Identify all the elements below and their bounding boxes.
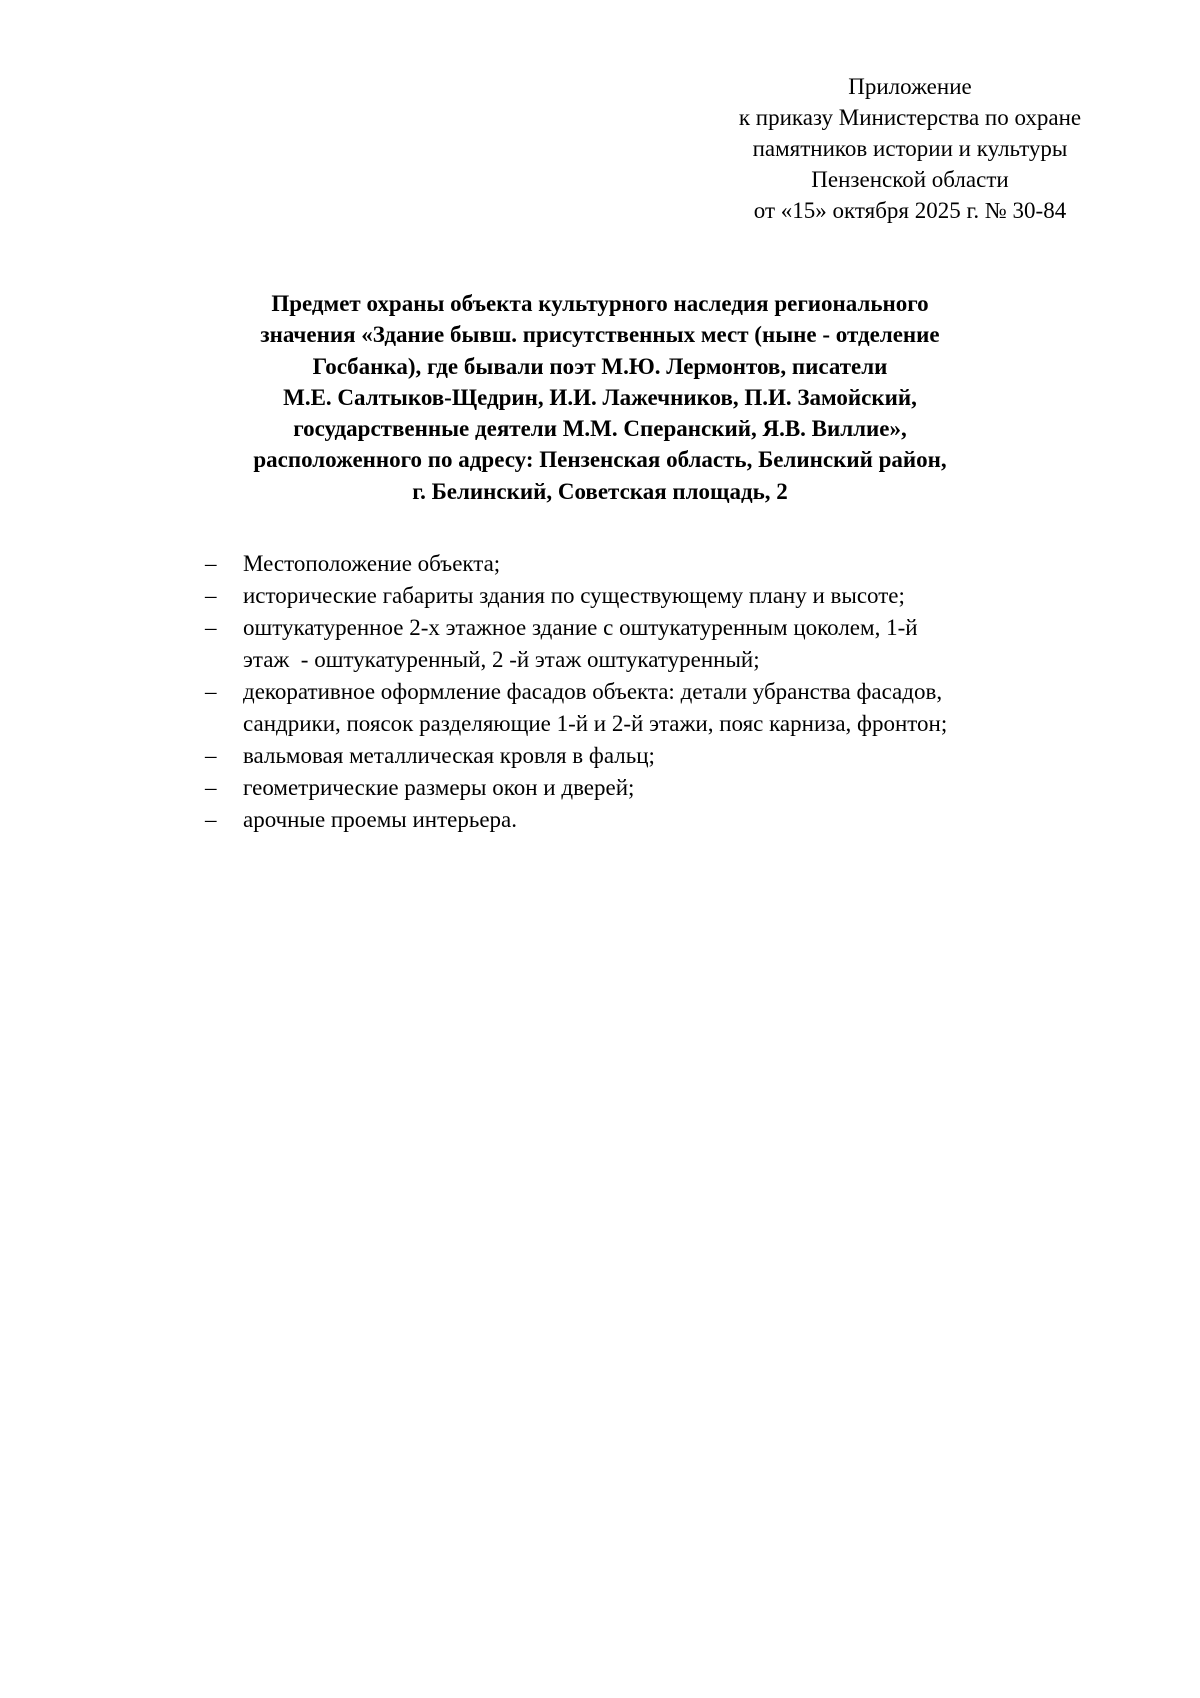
appendix-block	[700, 71, 1120, 226]
list-item	[0, 580, 1200, 612]
title-line: М.Е. Салтыков-Щедрин, И.И. Лажечников, П.И. Замойский,	[283, 384, 917, 410]
list-item-line: оштукатуренное 2-х этажное здание с оштукатуренным цоколем, 1-й	[243, 615, 918, 640]
title-line: Предмет охраны объекта культурного наследия регионального	[271, 291, 929, 316]
appendix-line: Приложение	[848, 74, 972, 99]
list-bullet: –	[205, 615, 217, 640]
list-item-line: декоративное оформление фасадов объекта: детали убранства фасадов,	[243, 679, 943, 704]
appendix-line: памятников истории и культуры	[752, 136, 1068, 161]
list-item-line: вальмовая металлическая кровля в фальц;	[243, 743, 655, 768]
list-bullet: –	[205, 551, 217, 576]
list-bullet: –	[205, 679, 217, 704]
title-line: г. Белинский, Советская площадь, 2	[412, 478, 788, 504]
list-item	[0, 772, 1200, 804]
list-item	[0, 804, 1200, 836]
title-line: значения «Здание бывш. присутственных мест (ныне - отделение	[260, 322, 940, 348]
document-title	[160, 288, 1040, 507]
list-item-line: исторические габариты здания по существующему плану и высоте;	[243, 583, 905, 608]
list-bullet: –	[205, 775, 217, 800]
title-line: расположенного по адресу: Пензенская область, Белинский район,	[253, 447, 947, 473]
appendix-line: Пензенской области	[811, 167, 1009, 192]
list-item-line: сандрики, поясок разделяющие 1-й и 2-й этажи, пояс карниза, фронтон;	[243, 711, 948, 736]
list-bullet: –	[205, 743, 217, 768]
protection-items-list	[0, 548, 1200, 836]
list-item	[0, 740, 1200, 772]
list-item	[0, 676, 1200, 740]
title-line: государственные деятели М.М. Сперанский, Я.В. Виллие»,	[293, 416, 907, 442]
list-item-line: геометрические размеры окон и дверей;	[243, 775, 635, 800]
list-item-line: арочные проемы интерьера.	[243, 807, 517, 832]
appendix-line: от «15» октября 2025 г. № 30-84	[753, 198, 1067, 223]
list-item-line: этаж - оштукатуренный, 2 -й этаж оштукатуренный;	[243, 647, 760, 672]
list-item-line: Местоположение объекта;	[243, 551, 501, 576]
title-line: Госбанка), где бывали поэт М.Ю. Лермонтов, писатели	[312, 353, 888, 379]
list-item	[0, 612, 1200, 676]
list-bullet: –	[205, 807, 217, 832]
list-item	[0, 548, 1200, 580]
list-bullet: –	[205, 583, 217, 608]
appendix-line: к приказу Министерства по охране	[738, 105, 1082, 130]
